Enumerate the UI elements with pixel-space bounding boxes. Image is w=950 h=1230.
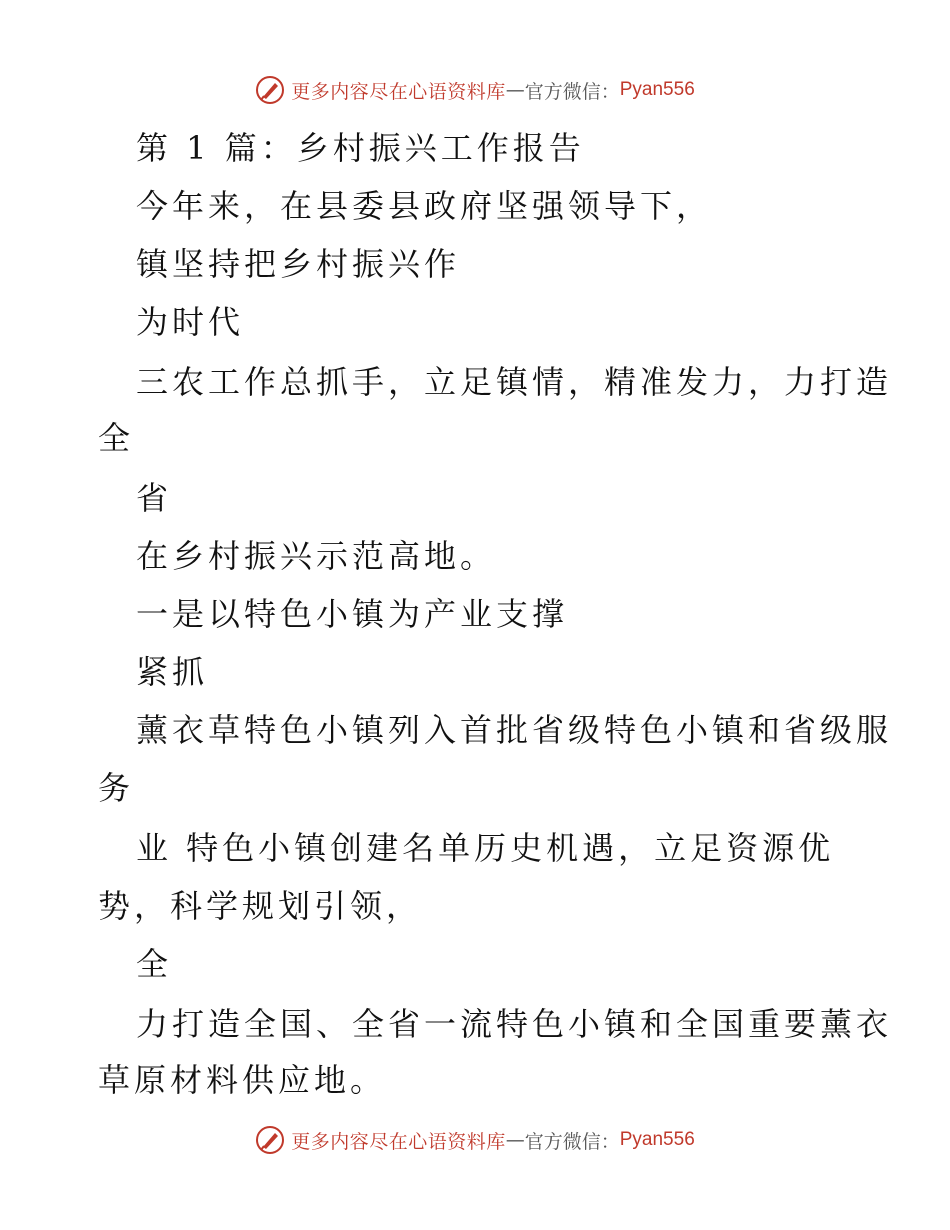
quill-logo-icon <box>255 1125 285 1155</box>
text-line: 务 <box>98 769 135 807</box>
text-line: 全 <box>98 419 135 457</box>
text-line: 业 特色小镇创建名单历史机遇，立足资源优 <box>136 829 835 867</box>
text-line: 省 <box>136 479 173 517</box>
text-line: 薰衣草特色小镇列入首批省级特色小镇和省级服 <box>136 711 893 749</box>
watermark-wechat-id: Pyan556 <box>619 1129 695 1150</box>
footer-watermark <box>0 1120 950 1160</box>
watermark-contact-text: 官方微信： <box>524 1130 620 1153</box>
text-line: 全 <box>136 945 173 983</box>
text-line: 为时代 <box>136 303 245 341</box>
quill-logo-icon <box>255 75 285 105</box>
watermark-promo-text: 更多内容尽在心语资料库 <box>291 80 506 103</box>
watermark-separator: — <box>505 1129 525 1151</box>
text-line: 力打造全国、全省一流特色小镇和全国重要薰衣 <box>136 1005 893 1043</box>
text-line: 紧抓 <box>136 653 209 691</box>
watermark-wechat-id: Pyan556 <box>619 79 695 100</box>
watermark-contact-text: 官方微信： <box>524 80 620 103</box>
watermark-promo-text: 更多内容尽在心语资料库 <box>291 1130 506 1153</box>
text-line: 在乡村振兴示范高地。 <box>136 537 497 575</box>
text-line: 势，科学规划引领， <box>98 887 423 925</box>
text-line: 今年来，在县委县政府坚强领导下， <box>136 187 713 225</box>
text-line: 草原材料供应地。 <box>98 1061 387 1099</box>
text-line: 一是以特色小镇为产业支撑 <box>136 595 569 633</box>
watermark-separator: — <box>505 79 525 101</box>
text-line: 镇坚持把乡村振兴作 <box>136 245 461 283</box>
text-line: 三农工作总抓手，立足镇情，精准发力，力打造 <box>136 363 893 401</box>
document-title: 第 1 篇：乡村振兴工作报告 <box>136 129 585 167</box>
header-watermark <box>0 70 950 110</box>
